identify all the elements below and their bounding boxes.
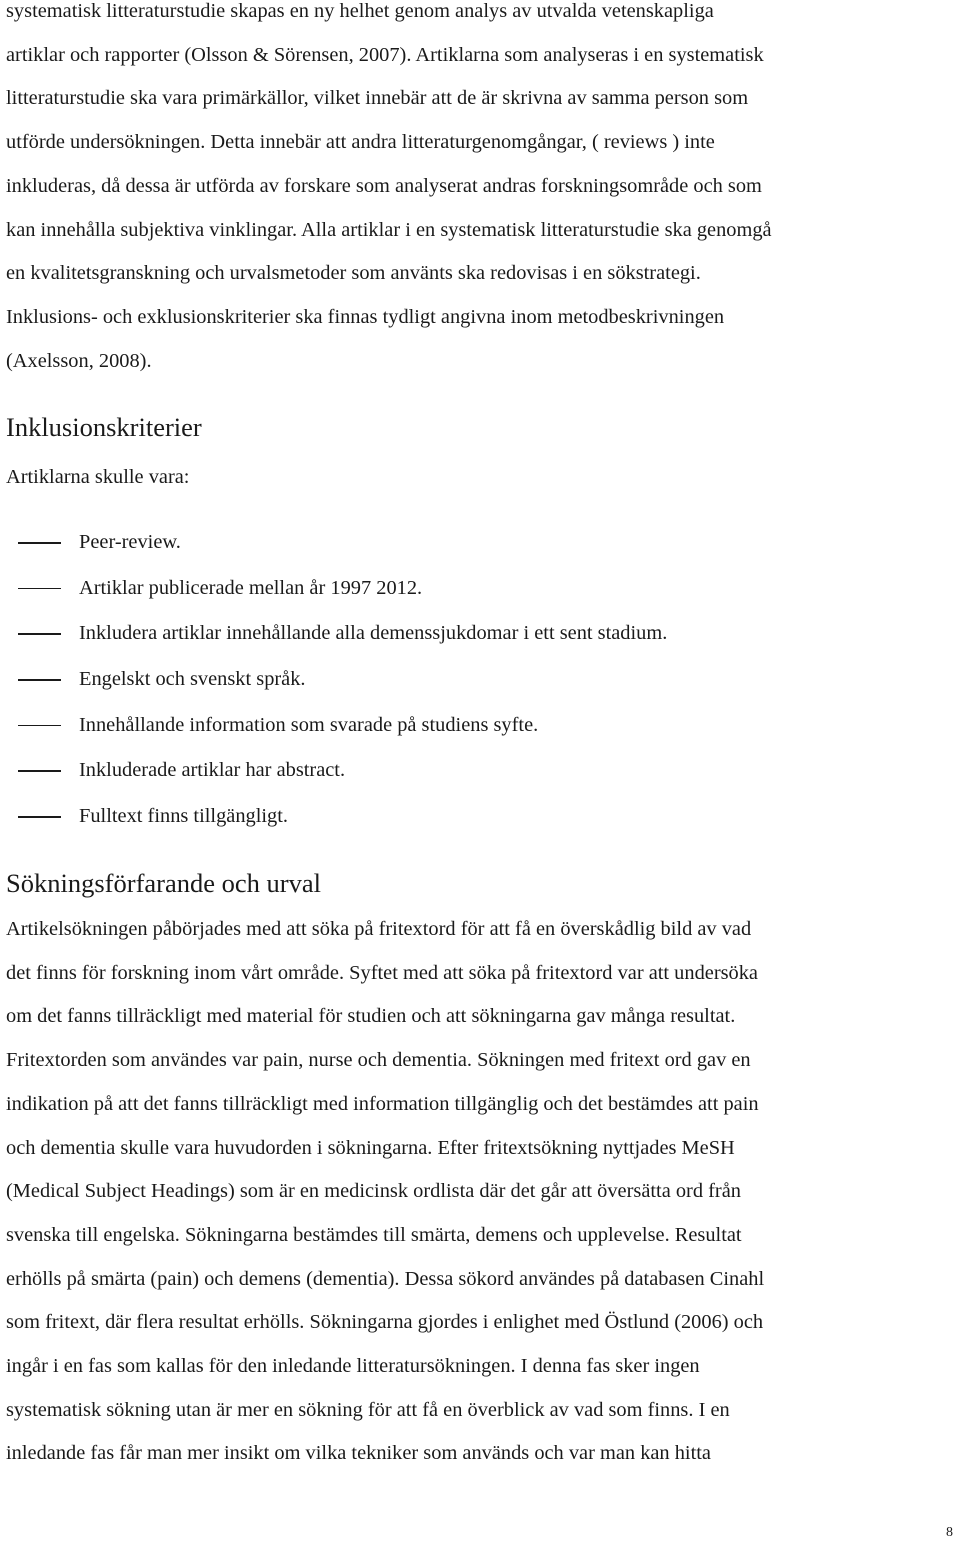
list-item bbox=[6, 520, 946, 566]
intro-line: systematisk litteraturstudie skapas en ny helhet genom analys av utvalda vetenskapliga bbox=[6, 0, 714, 22]
inclusion-lead: Artiklarna skulle vara: bbox=[6, 466, 190, 488]
search-line: indikation på att det fanns tillräckligt med information tillgänglig och det bestämdes att pain bbox=[6, 1092, 759, 1115]
list-item-text: Peer-review. bbox=[79, 531, 181, 553]
search-paragraph bbox=[6, 908, 764, 1476]
dash-bullet bbox=[18, 588, 61, 590]
page-number: 8 bbox=[946, 1525, 953, 1540]
search-line: Artikelsökningen påbörjades med att söka på fritextord för att få en överskådlig bild av vad bbox=[6, 918, 752, 940]
dash-bullet bbox=[18, 542, 61, 544]
intro-line: en kvalitetsgranskning och urvalsmetoder som använts ska redovisas i en sökstrategi. bbox=[6, 262, 701, 285]
intro-line: litteraturstudie ska vara primärkällor, vilket innebär att de är skrivna av samma person som bbox=[6, 87, 749, 110]
dash-bullet bbox=[18, 633, 61, 635]
list-item bbox=[6, 566, 946, 612]
list-item bbox=[6, 703, 946, 749]
search-line: Fritextorden som användes var pain, nurse och dementia. Sökningen med fritext ord gav en bbox=[6, 1049, 751, 1072]
search-heading: Sökningsförfarande och urval bbox=[6, 868, 321, 898]
dash-bullet bbox=[18, 679, 61, 681]
search-line: systematisk sökning utan är mer en sökning för att få en överblick av vad som finns. I en bbox=[6, 1398, 730, 1421]
list-item-text: Inkluderade artiklar har abstract. bbox=[79, 759, 346, 782]
list-item-text: Inkludera artiklar innehållande alla demenssjukdomar i ett sent stadium. bbox=[79, 622, 668, 645]
search-line: det finns för forskning inom vårt område. Syftet med att söka på fritextord var att undersöka bbox=[6, 961, 758, 984]
intro-line: utförde undersökningen. Detta innebär att andra litteraturgenomgångar, ( reviews ) inte bbox=[6, 131, 715, 154]
list-item-text: Artiklar publicerade mellan år 1997 2012. bbox=[79, 576, 423, 599]
list-item bbox=[6, 794, 946, 840]
dash-bullet bbox=[18, 770, 61, 772]
intro-line: kan innehålla subjektiva vinklingar. Alla artiklar i en systematisk litteraturstudie ska genomgå bbox=[6, 218, 772, 241]
search-line: svenska till engelska. Sökningarna bestämdes till smärta, demens och upplevelse. Resultat bbox=[6, 1223, 742, 1246]
intro-paragraph bbox=[6, 0, 772, 383]
list-item-text: Innehållande information som svarade på studiens syfte. bbox=[79, 713, 539, 736]
list-item bbox=[6, 748, 946, 794]
intro-line: inkluderas, då dessa är utförda av forskare som analyserat andras forskningsområde och som bbox=[6, 174, 762, 197]
search-line: erhölls på smärta (pain) och demens (dementia). Dessa sökord användes på databasen Cinahl bbox=[6, 1267, 765, 1290]
dash-bullet bbox=[18, 725, 61, 727]
intro-line: Inklusions- och exklusionskriterier ska finnas tydligt angivna inom metodbeskrivningen bbox=[6, 305, 725, 328]
inclusion-criteria-list bbox=[6, 520, 946, 840]
list-item bbox=[6, 657, 946, 703]
list-item-text: Fulltext finns tillgängligt. bbox=[79, 805, 289, 828]
search-line: inledande fas får man mer insikt om vilka tekniker som används och var man kan hitta bbox=[6, 1442, 711, 1465]
search-line: som fritext, där flera resultat erhölls. Sökningarna gjordes i enlighet med Östlund (2006) och bbox=[6, 1311, 764, 1334]
intro-line: (Axelsson, 2008). bbox=[6, 349, 152, 372]
intro-line: artiklar och rapporter (Olsson & Sörensen, 2007). Artiklarna som analyseras i en systematisk bbox=[6, 43, 764, 66]
search-line: ingår i en fas som kallas för den inledande litteratursökningen. I denna fas sker ingen bbox=[6, 1355, 700, 1378]
search-line: och dementia skulle vara huvudorden i sökningarna. Efter fritextsökning nyttjades MeSH bbox=[6, 1136, 735, 1159]
list-item bbox=[6, 611, 946, 657]
inclusion-heading: Inklusionskriterier bbox=[6, 412, 202, 442]
dash-bullet bbox=[18, 816, 61, 818]
list-item-text: Engelskt och svenskt språk. bbox=[79, 668, 306, 691]
search-line: om det fanns tillräckligt med material för studien och att sökningarna gav många resultat. bbox=[6, 1005, 736, 1028]
search-line: (Medical Subject Headings) som är en medicinsk ordlista där det går att översätta ord från bbox=[6, 1180, 741, 1203]
